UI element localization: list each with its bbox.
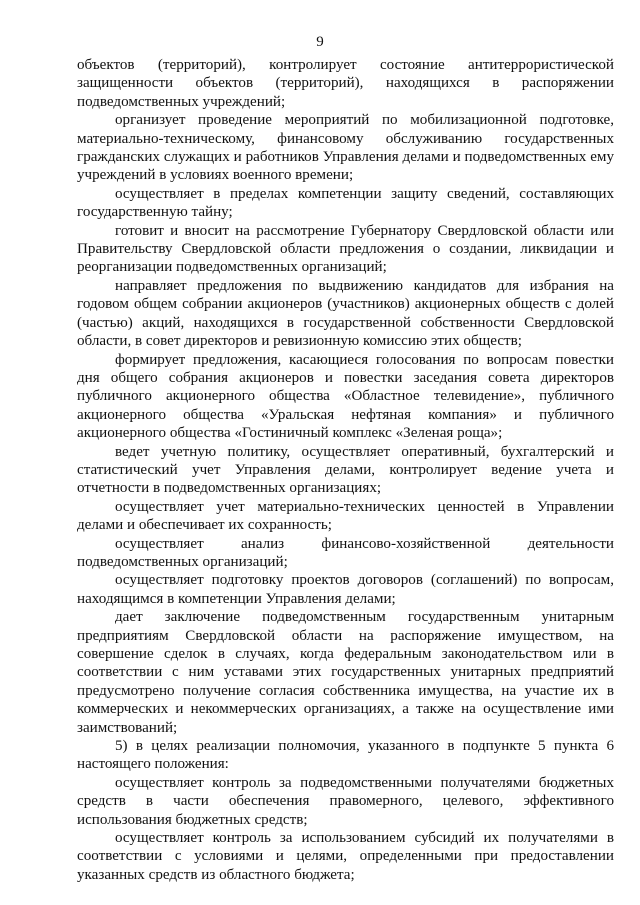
document-body xyxy=(77,56,614,884)
paragraph: формирует предложения, касающиеся голосования по вопросам повестки дня общего собрания акционеров и повестки заседания совета директоров публичного акционерного общества «Областное телевидение», публичного акционерного общества «Уральская нефтяная компания» и публичного акционерного общества «Гостиничный комплекс «Зеленая роща»; xyxy=(77,351,614,442)
page-number: 9 xyxy=(316,34,324,50)
paragraph: осуществляет подготовку проектов договоров (соглашений) по вопросам, находящимся в компетенции Управления делами; xyxy=(77,572,614,607)
paragraph: ведет учетную политику, осуществляет оперативный, бухгалтерский и статистический учет Управления делами, контролирует ведение учета и отчетности в подведомственных организациях; xyxy=(77,443,614,497)
paragraph: осуществляет анализ финансово-хозяйственной деятельности подведомственных организаций; xyxy=(77,535,614,570)
paragraph: 5) в целях реализации полномочия, указанного в подпункте 5 пункта 6 настоящего положения: xyxy=(77,738,614,773)
paragraph: осуществляет контроль за использованием субсидий их получателями в соответствии с условиями и целями, определенными при предоставлении указанных средств из областного бюджета; xyxy=(77,830,614,883)
paragraph: осуществляет учет материально-технических ценностей в Управлении делами и обеспечивает их сохранность; xyxy=(77,498,614,534)
paragraph: организует проведение мероприятий по мобилизационной подготовке, материально-техническому, финансовому обслуживанию государственных гражданских служащих и работников Управления делами и подведомственных ему учреждений в условиях военного времени; xyxy=(77,112,614,184)
paragraph: направляет предложения по выдвижению кандидатов для избрания на годовом общем собрании акционеров (участников) акционерных обществ с долей (частью) акций, находящихся в государственной собственности Свердловской области, в совет директоров и ревизионную комиссию этих обществ; xyxy=(77,277,614,350)
paragraph: готовит и вносит на рассмотрение Губернатору Свердловской области или Правительству Свердловской области предложения о создании, ликвидации и реорганизации подведомственных организаций; xyxy=(77,222,614,276)
paragraph: осуществляет в пределах компетенции защиту сведений, составляющих государственную тайну; xyxy=(77,185,614,221)
paragraph: дает заключение подведомственным государственным унитарным предприятиям Свердловской области на распоряжение имуществом, на совершение сделок в случаях, когда федеральным законодательством или в соответствии с ним уставами этих государственных унитарных предприятий предусмотрено получение согласия собственника имущества, на участие их в коммерческих и некоммерческих организациях, а также на осуществление ими заимствований; xyxy=(77,609,614,736)
paragraph: объектов (территорий), контролирует состояние антитеррористической защищенности объектов (территорий), находящихся в распоряжении подведомственных учреждений; xyxy=(77,57,614,110)
paragraph: осуществляет контроль за подведомственными получателями бюджетных средств в части обеспечения правомерного, целевого, эффективного использования бюджетных средств; xyxy=(77,774,614,828)
